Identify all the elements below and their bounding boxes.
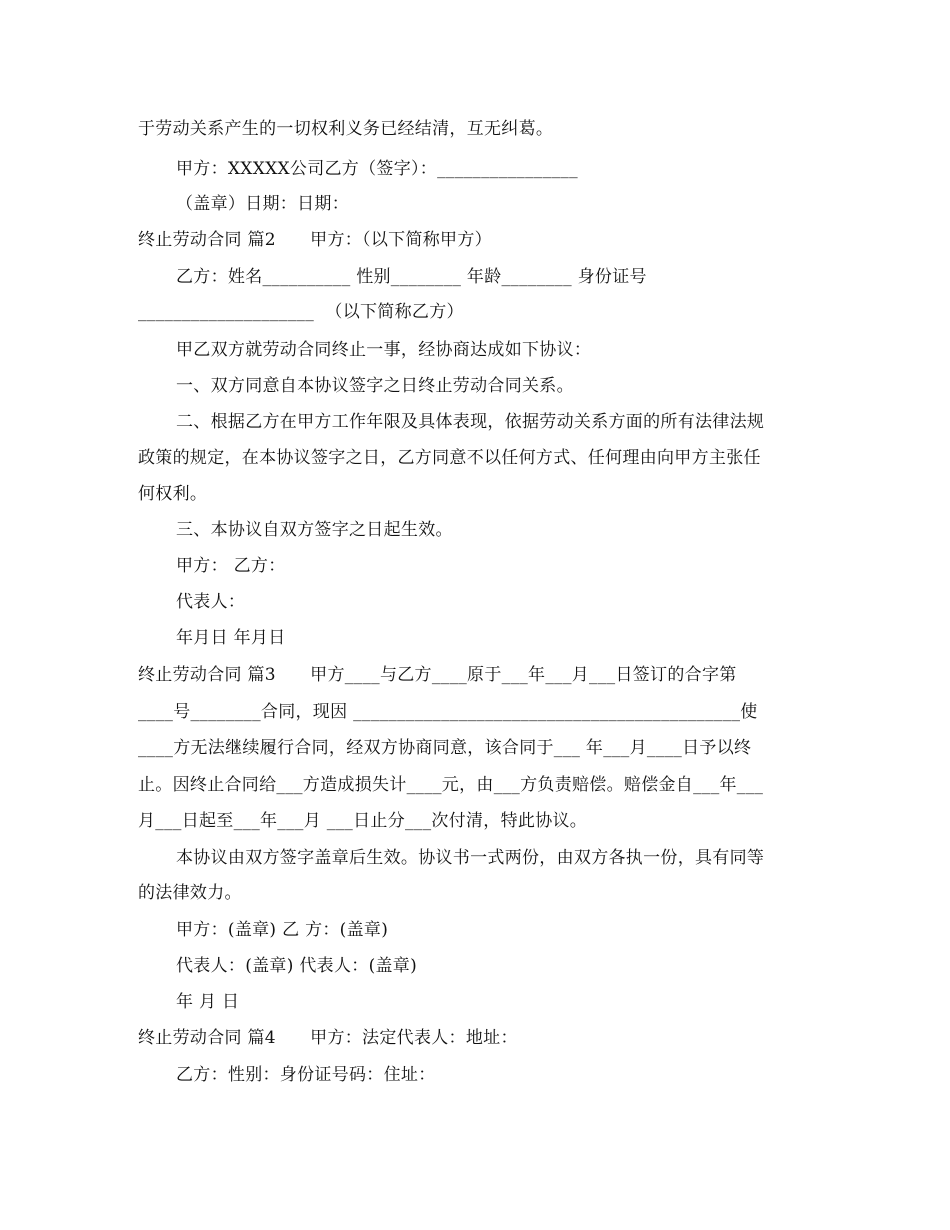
text-line: ____方无法继续履行合同，经双方协商同意，该合同于___ 年___月____日予以终 [138,738,752,758]
text-line: 二、根据乙方在甲方工作年限及具体表现，依据劳动关系方面的所有法律法规 [176,412,765,432]
text-line: 一、双方同意自本协议签字之日终止劳动合同关系。 [176,376,574,396]
text-line: 甲乙双方就劳动合同终止一事，经协商达成如下协议： [176,340,592,360]
section-heading: 终止劳动合同 篇2 甲方：（以下简称甲方） [138,230,492,250]
text-line: 本协议由双方签字盖章后生效。协议书一式两份，由双方各执一份，具有同等 [176,848,765,868]
text-line: 三、本协议自双方签字之日起生效。 [176,520,453,540]
text-line: 甲方：(盖章) 乙 方：(盖章) [176,920,389,940]
section-heading: 终止劳动合同 篇4 甲方：法定代表人：地址： [138,1028,518,1048]
text-line: 月___日起至___年___月 ___日止分___次付清，特此协议。 [138,811,588,831]
text-line: 乙方：姓名__________ 性别________ 年龄________ 身份证号 [176,267,647,287]
text-line: 于劳动关系产生的一切权利义务已经结清，互无纠葛。 [138,119,554,139]
text-line: 甲方：XXXXX公司乙方（签字）：________________ [176,159,578,179]
text-line: 甲方： 乙方： [176,556,286,576]
text-line: 的法律效力。 [138,883,242,903]
text-line: 代表人：(盖章) 代表人：(盖章) [176,956,418,976]
text-line: 代表人： [176,592,246,612]
text-line: ____________________ （以下简称乙方） [138,302,464,322]
text-line: 年 月 日 [176,992,240,1012]
text-line: 政策的规定，在本协议签字之日，乙方同意不以任何方式、任何理由向甲方主张任 [138,448,761,468]
text-line: 止。因终止合同给___方造成损失计____元，由___方负责赔偿。赔偿金自___年___ [138,775,764,795]
text-line: 何权利。 [138,484,208,504]
section-heading: 终止劳动合同 篇3 甲方____与乙方____原于___年___月___日签订的合字第 [138,665,737,685]
text-line: 乙方：性别：身份证号码：住址： [176,1065,436,1085]
text-line: ____号________合同，现因 ____________________________________________使 [138,702,758,722]
text-line: 年月日 年月日 [176,628,286,648]
text-line: （盖章）日期：日期： [176,194,349,214]
